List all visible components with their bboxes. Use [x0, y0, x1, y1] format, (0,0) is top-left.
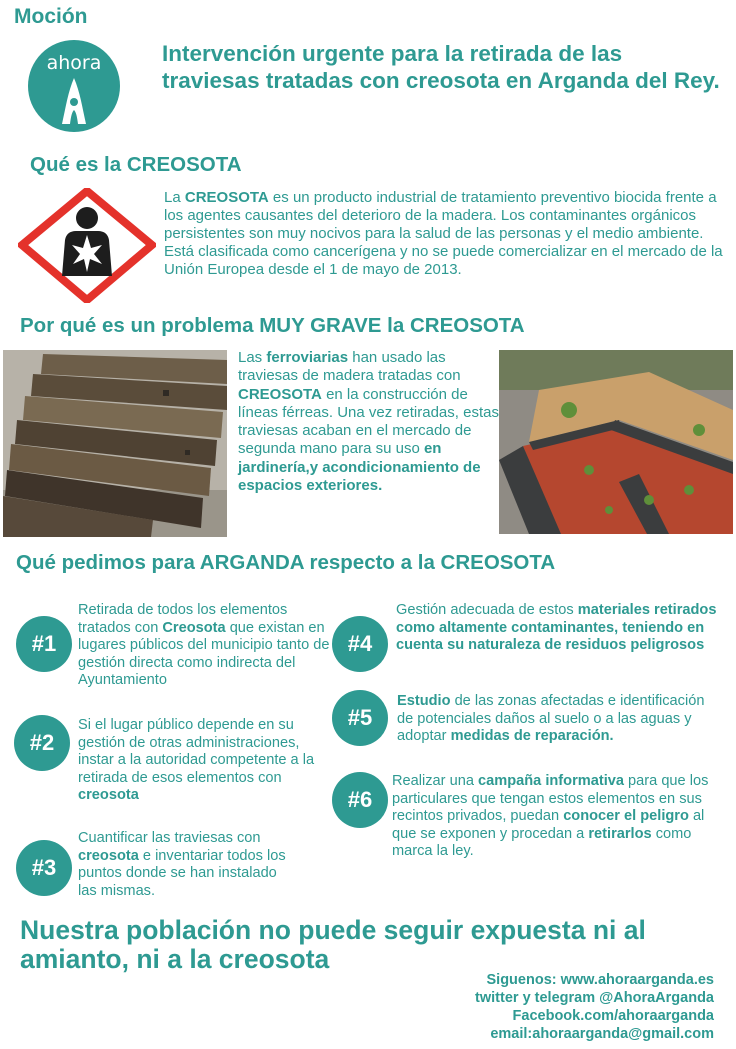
problem-description [238, 349, 500, 495]
text-run: es un producto industrial de tratamiento preventivo biocida frente a los agentes causantes del deterioro de la madera. Los contaminantes orgánicos persistentes son muy nocivos para la salud de las personas y el medio ambiente. Está clasificada como cancerígena y no se puede comercializar en el mercado de la Unión Europea desde el 1 de mayo de 2013. [164, 189, 723, 278]
text-run: Realizar una [392, 773, 478, 789]
text-run: como marca la ley. [392, 825, 692, 859]
contact-block [475, 971, 714, 1043]
text-emphasis: CREOSOTA [238, 385, 322, 403]
text-run: La [164, 189, 185, 206]
text-run: Cuantificar las traviesas con [78, 830, 261, 846]
text-emphasis: en jardinería,y acondicionamiento de espacios exteriores. [238, 440, 481, 495]
demand-badge-4: #4 [332, 616, 388, 672]
text-run: Retirada de todos los elementos tratados con [78, 602, 288, 636]
document-label: Moción [14, 5, 88, 28]
text-run: Gestión adecuada de estos [396, 602, 578, 618]
demand-badge-3: #3 [16, 840, 72, 896]
closing-statement: Nuestra población no puede seguir expuesta ni al amianto, ni a la creosota [20, 915, 646, 974]
text-run: Las [238, 349, 267, 366]
demand-badge-6: #6 [332, 772, 388, 828]
demand-5-text [397, 693, 719, 746]
text-run: al que se exponen y procedan a [392, 808, 705, 842]
text-emphasis: creosota [78, 787, 139, 803]
contact-facebook: Facebook.com/ahoraarganda [512, 1008, 714, 1024]
railway-sleepers-photo [3, 350, 227, 537]
text-run: en la construcción de líneas férreas. Una vez retiradas, estas traviesas acaban en el mercado de segunda mano para su uso [238, 385, 499, 458]
text-emphasis: materiales retirados como altamente contaminantes, teniendo en cuenta su naturaleza de residuos peligrosos [396, 602, 717, 653]
demand-3-text [78, 830, 293, 900]
text-run: de las zonas afectadas e identificación de potenciales daños al suelo o a las aguas y adoptar [397, 693, 705, 744]
ahora-logo [28, 40, 120, 132]
text-emphasis: CREOSOTA [184, 189, 269, 206]
section-heading-what-is: Qué es la CREOSOTA [30, 153, 242, 176]
demand-2-text [78, 717, 328, 805]
text-run: que existan en lugares públicos del municipio tanto de gestión directa como indirecta del Ayuntamiento [78, 619, 330, 688]
text-emphasis: ferroviarias [266, 349, 349, 366]
demand-1-text [78, 602, 336, 690]
contact-social: twitter y telegram @AhoraArganda [475, 990, 714, 1006]
contact-web: Siguenos: www.ahoraarganda.es [486, 972, 714, 988]
logo-a-glyph-icon [28, 40, 120, 132]
text-run: han usado las traviesas de madera tratadas con [238, 349, 461, 385]
demand-4-text [396, 602, 718, 655]
health-hazard-pictogram-icon [18, 188, 156, 303]
logo-word: ahora [46, 52, 102, 74]
text-emphasis: medidas de reparación. [450, 728, 614, 744]
page-title: Intervención urgente para la retirada de las traviesas tratadas con creosota en Arganda del Rey. [162, 41, 720, 93]
text-run: para que los particulares que tengan estos elementos en sus recintos privados, puedan [392, 773, 709, 824]
text-emphasis: retirarlos [588, 825, 652, 842]
creosota-definition [164, 189, 724, 279]
text-emphasis: Creosota [162, 619, 226, 636]
demand-badge-1: #1 [16, 616, 72, 672]
section-heading-why-problem: Por qué es un problema MUY GRAVE la CREOSOTA [20, 314, 525, 337]
demand-6-text [392, 773, 718, 861]
text-run: e inventariar todos los puntos donde se han instalado las mismas. [78, 847, 286, 899]
text-emphasis: creosota [78, 847, 139, 864]
text-emphasis: Estudio [397, 693, 451, 709]
garden-beds-photo [499, 350, 733, 534]
contact-email: email:ahoraarganda@gmail.com [490, 1026, 714, 1042]
demand-badge-5: #5 [332, 690, 388, 746]
section-heading-demands: Qué pedimos para ARGANDA respecto a la CREOSOTA [16, 551, 556, 574]
demand-badge-2: #2 [14, 715, 70, 771]
text-emphasis: campaña informativa [478, 773, 624, 789]
text-run: Si el lugar público depende en su gestión de otras administraciones, instar a la autoridad competente a la retirada de esos elementos con [78, 717, 315, 786]
text-emphasis: conocer el peligro [563, 808, 689, 824]
